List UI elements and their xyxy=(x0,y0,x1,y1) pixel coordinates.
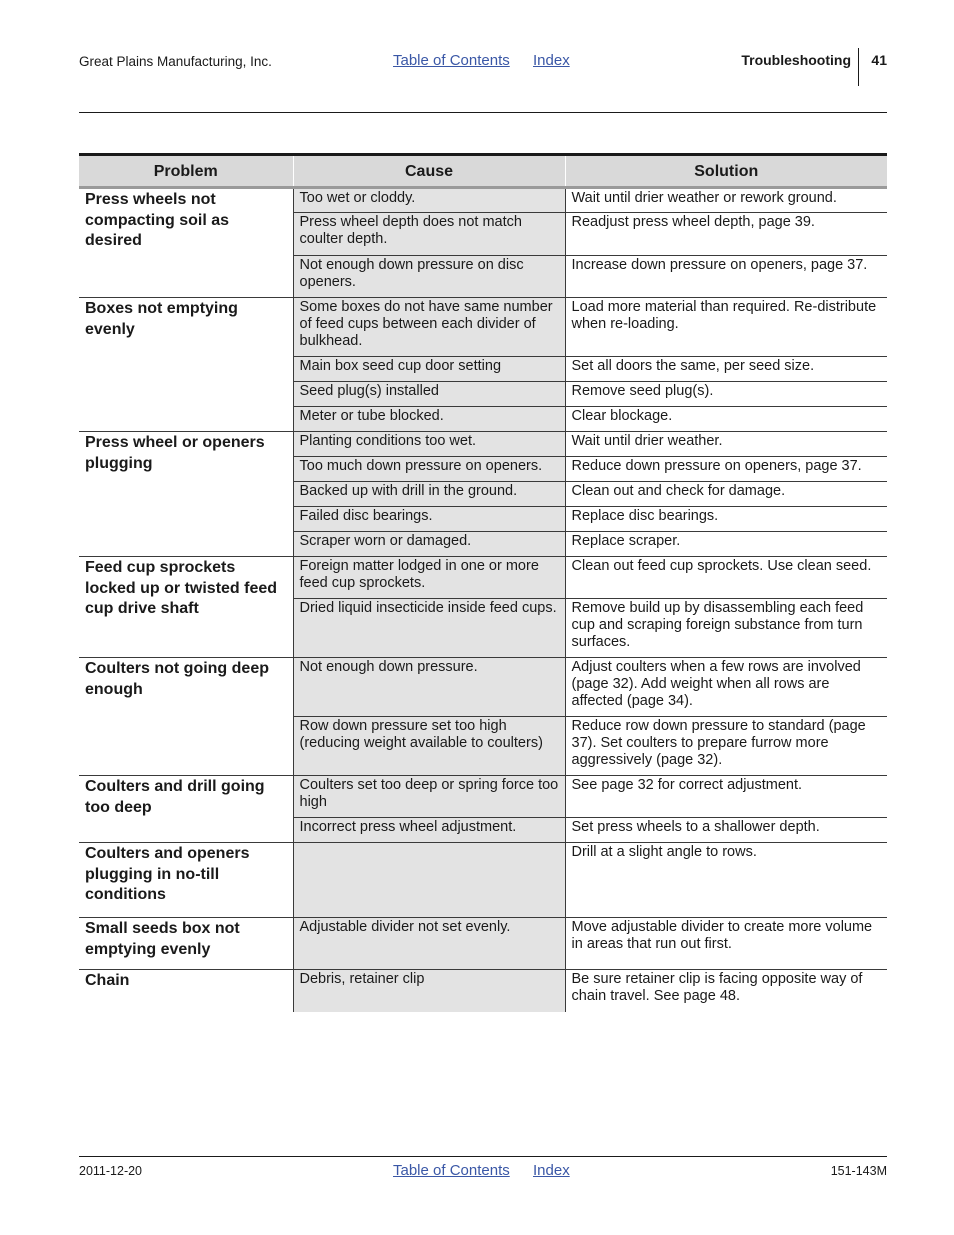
solution-cell: Replace disc bearings. xyxy=(565,507,887,532)
solution-cell: Wait until drier weather. xyxy=(565,432,887,457)
table-row xyxy=(79,298,887,357)
solution-cell: Adjust coulters when a few rows are involved (page 32). Add weight when all rows are affected (page 34). xyxy=(565,658,887,717)
cause-cell: Too much down pressure on openers. xyxy=(293,457,565,482)
index-link[interactable]: Index xyxy=(533,52,570,69)
column-header-solution: Solution xyxy=(565,155,887,188)
page-header xyxy=(79,52,887,92)
cause-cell: Scraper worn or damaged. xyxy=(293,532,565,557)
cause-cell: Not enough down pressure. xyxy=(293,658,565,717)
cause-cell: Planting conditions too wet. xyxy=(293,432,565,457)
solution-cell: Reduce row down pressure to standard (page 37). Set coulters to prepare furrow more aggressively (page 32). xyxy=(565,717,887,776)
table-header-row xyxy=(79,155,887,188)
cause-cell: Dried liquid insecticide inside feed cups. xyxy=(293,599,565,658)
solution-cell: Increase down pressure on openers, page 37. xyxy=(565,256,887,298)
solution-cell: Clean out and check for damage. xyxy=(565,482,887,507)
table-row xyxy=(79,658,887,717)
solution-cell: Set all doors the same, per seed size. xyxy=(565,357,887,382)
table-row xyxy=(79,843,887,918)
solution-cell: Reduce down pressure on openers, page 37. xyxy=(565,457,887,482)
table-row xyxy=(79,557,887,599)
cause-cell: Backed up with drill in the ground. xyxy=(293,482,565,507)
header-divider xyxy=(858,48,859,86)
publication-date: 2011-12-20 xyxy=(79,1164,143,1178)
solution-cell: Readjust press wheel depth, page 39. xyxy=(565,213,887,256)
problem-cell: Press wheels not compacting soil as desired xyxy=(79,188,293,298)
cause-cell: Incorrect press wheel adjustment. xyxy=(293,818,565,843)
table-row xyxy=(79,918,887,970)
footer-rule xyxy=(79,1156,887,1157)
table-row xyxy=(79,188,887,213)
cause-cell: Row down pressure set too high (reducing weight available to coulters) xyxy=(293,717,565,776)
cause-cell: Too wet or cloddy. xyxy=(293,188,565,213)
solution-cell: Remove seed plug(s). xyxy=(565,382,887,407)
solution-cell: Load more material than required. Re-distribute when re-loading. xyxy=(565,298,887,357)
column-header-cause: Cause xyxy=(293,155,565,188)
section-title: Troubleshooting xyxy=(741,52,851,68)
problem-cell: Chain xyxy=(79,970,293,1012)
solution-cell: Drill at a slight angle to rows. xyxy=(565,843,887,918)
solution-cell: Move adjustable divider to create more volume in areas that run out first. xyxy=(565,918,887,970)
solution-cell: Clean out feed cup sprockets. Use clean seed. xyxy=(565,557,887,599)
cause-cell: Failed disc bearings. xyxy=(293,507,565,532)
problem-cell: Boxes not emptying evenly xyxy=(79,298,293,432)
troubleshooting-table xyxy=(79,153,887,1012)
problem-cell: Coulters not going deep enough xyxy=(79,658,293,776)
cause-cell: Coulters set too deep or spring force too high xyxy=(293,776,565,818)
solution-cell: Remove build up by disassembling each feed cup and scraping foreign substance from turn surfaces. xyxy=(565,599,887,658)
solution-cell: Replace scraper. xyxy=(565,532,887,557)
solution-cell: Wait until drier weather or rework ground. xyxy=(565,188,887,213)
problem-cell: Small seeds box not emptying evenly xyxy=(79,918,293,970)
cause-cell: Foreign matter lodged in one or more feed cup sprockets. xyxy=(293,557,565,599)
solution-cell: Set press wheels to a shallower depth. xyxy=(565,818,887,843)
problem-cell: Feed cup sprockets locked up or twisted feed cup drive shaft xyxy=(79,557,293,658)
solution-cell: See page 32 for correct adjustment. xyxy=(565,776,887,818)
problem-cell: Coulters and openers plugging in no-till conditions xyxy=(79,843,293,918)
table-row xyxy=(79,776,887,818)
company-name: Great Plains Manufacturing, Inc. xyxy=(79,54,272,69)
cause-cell: Some boxes do not have same number of feed cups between each divider of bulkhead. xyxy=(293,298,565,357)
cause-cell: Adjustable divider not set evenly. xyxy=(293,918,565,970)
solution-cell: Clear blockage. xyxy=(565,407,887,432)
cause-cell xyxy=(293,843,565,918)
cause-cell: Seed plug(s) installed xyxy=(293,382,565,407)
page-number: 41 xyxy=(871,52,887,68)
solution-cell: Be sure retainer clip is facing opposite way of chain travel. See page 48. xyxy=(565,970,887,1012)
cause-cell: Meter or tube blocked. xyxy=(293,407,565,432)
table-row xyxy=(79,970,887,1012)
table-row xyxy=(79,432,887,457)
document-code: 151-143M xyxy=(830,1164,887,1178)
table-of-contents-link[interactable]: Table of Contents xyxy=(393,52,510,69)
cause-cell: Main box seed cup door setting xyxy=(293,357,565,382)
footer-table-of-contents-link[interactable]: Table of Contents xyxy=(393,1162,510,1179)
cause-cell: Not enough down pressure on disc openers. xyxy=(293,256,565,298)
cause-cell: Debris, retainer clip xyxy=(293,970,565,1012)
column-header-problem: Problem xyxy=(79,155,293,188)
problem-cell: Press wheel or openers plugging xyxy=(79,432,293,557)
page-footer xyxy=(79,1162,887,1186)
header-rule xyxy=(79,112,887,113)
cause-cell: Press wheel depth does not match coulter depth. xyxy=(293,213,565,256)
footer-index-link[interactable]: Index xyxy=(533,1162,570,1179)
problem-cell: Coulters and drill going too deep xyxy=(79,776,293,843)
table-body xyxy=(79,188,887,1012)
